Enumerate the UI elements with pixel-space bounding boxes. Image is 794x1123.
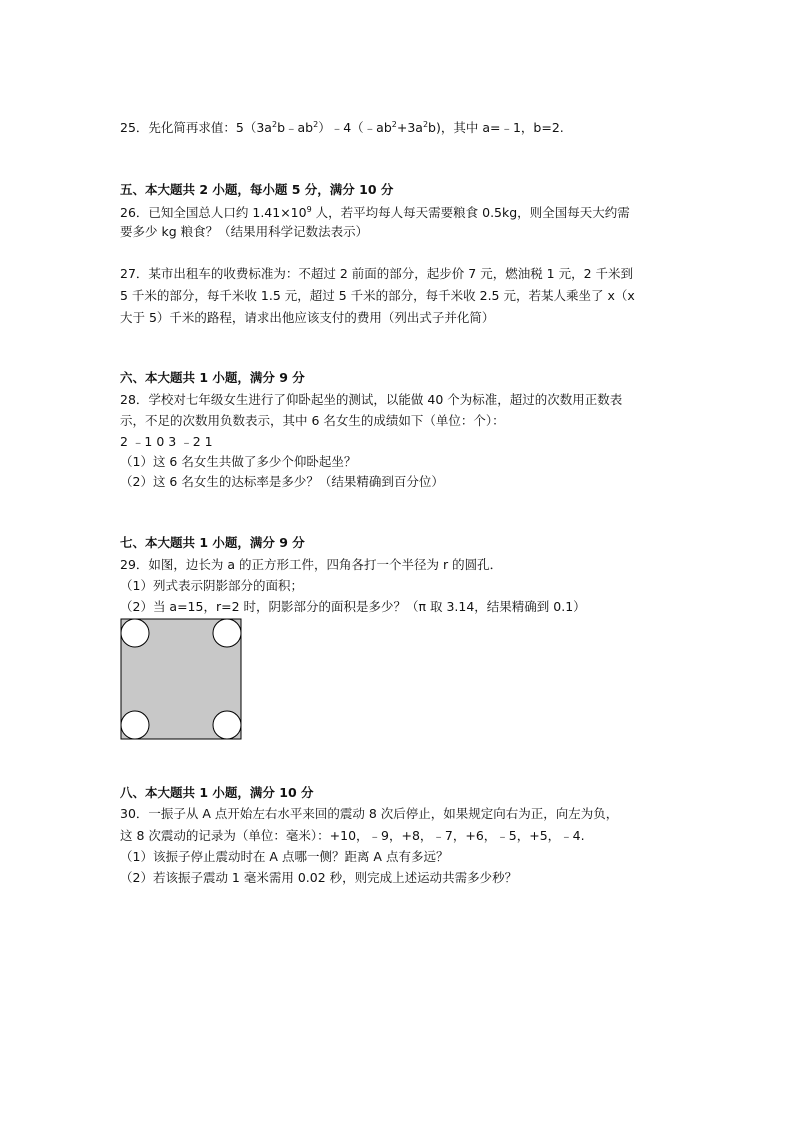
question-30-line-1: 30．一振子从 A 点开始左右水平来回的震动 8 次后停止，如果规定向右为正，向左为负， <box>120 806 619 821</box>
section-7-heading: 七、本大题共 1 小题，满分 9 分 <box>120 535 305 550</box>
question-26-line-2: 要多少 kg 粮食？（结果用科学记数法表示） <box>120 224 369 239</box>
question-28-line-2: 示，不足的次数用负数表示，其中 6 名女生的成绩如下（单位：个）： <box>120 413 505 428</box>
section-5-heading: 五、本大题共 2 小题，每小题 5 分，满分 10 分 <box>120 182 394 197</box>
corner-hole-bottom-right <box>213 711 241 739</box>
question-30-sub-1: （1）该振子停止震动时在 A 点哪一侧？距离 A 点有多远？ <box>120 849 449 864</box>
question-29-line-1: 29．如图，边长为 a 的正方形工件，四角各打一个半径为 r 的圆孔． <box>120 557 503 572</box>
question-29-sub-1: （1）列式表示阴影部分的面积； <box>120 578 303 593</box>
corner-hole-top-left <box>121 619 149 647</box>
question-25: 25．先化简再求值：$5(3a^2b﹣ab^2)﹣4(﹣ab^2+3a^2b)$，其中 a=﹣1，b=2. <box>120 119 564 135</box>
section-8-heading: 八、本大题共 1 小题，满分 10 分 <box>120 785 314 800</box>
square-workpiece-figure <box>120 618 242 740</box>
corner-hole-bottom-left <box>121 711 149 739</box>
corner-hole-top-right <box>213 619 241 647</box>
question-27-line-2: 5 千米的部分，每千米收 1.5 元，超过 5 千米的部分，每千米收 2.5 元，若某人乘坐了 x（x <box>120 288 635 303</box>
question-30-line-2: 这 8 次震动的记录为（单位：毫米）：+10，﹣9，+8，﹣7，+6，﹣5，+5，﹣4. <box>120 828 585 843</box>
section-6-heading: 六、本大题共 1 小题，满分 9 分 <box>120 370 305 385</box>
question-28-line-1: 28．学校对七年级女生进行了仰卧起坐的测试，以能做 40 个为标准，超过的次数用正数表 <box>120 392 623 407</box>
question-27-line-1: 27．某市出租车的收费标准为：不超过 2 前面的部分，起步价 7 元，燃油税 1 元，2 千米到 <box>120 266 634 281</box>
question-28-sub-2: （2）这 6 名女生的达标率是多少？（结果精确到百分位） <box>120 474 444 489</box>
question-28-sub-1: （1）这 6 名女生共做了多少个仰卧起坐？ <box>120 454 357 469</box>
square-workpiece-svg <box>120 618 242 740</box>
question-30-sub-2: （2）若该振子震动 1 毫米需用 0.02 秒，则完成上述运动共需多少秒？ <box>120 870 518 885</box>
question-27-line-3: 大于 5）千米的路程，请求出他应该支付的费用（列出式子并化简） <box>120 310 495 325</box>
question-28-data: 2 ﹣1 0 3 ﹣2 1 <box>120 434 213 449</box>
question-26-line-1: 26．已知全国总人口约 $1.41\times 10^9$ 人，若平均每人每天需要粮食 0.5kg，则全国每天大约需 <box>120 204 630 220</box>
question-29-sub-2: （2）当 a=15，r=2 时，阴影部分的面积是多少？（π 取 3.14，结果精确到 0.1） <box>120 599 586 614</box>
